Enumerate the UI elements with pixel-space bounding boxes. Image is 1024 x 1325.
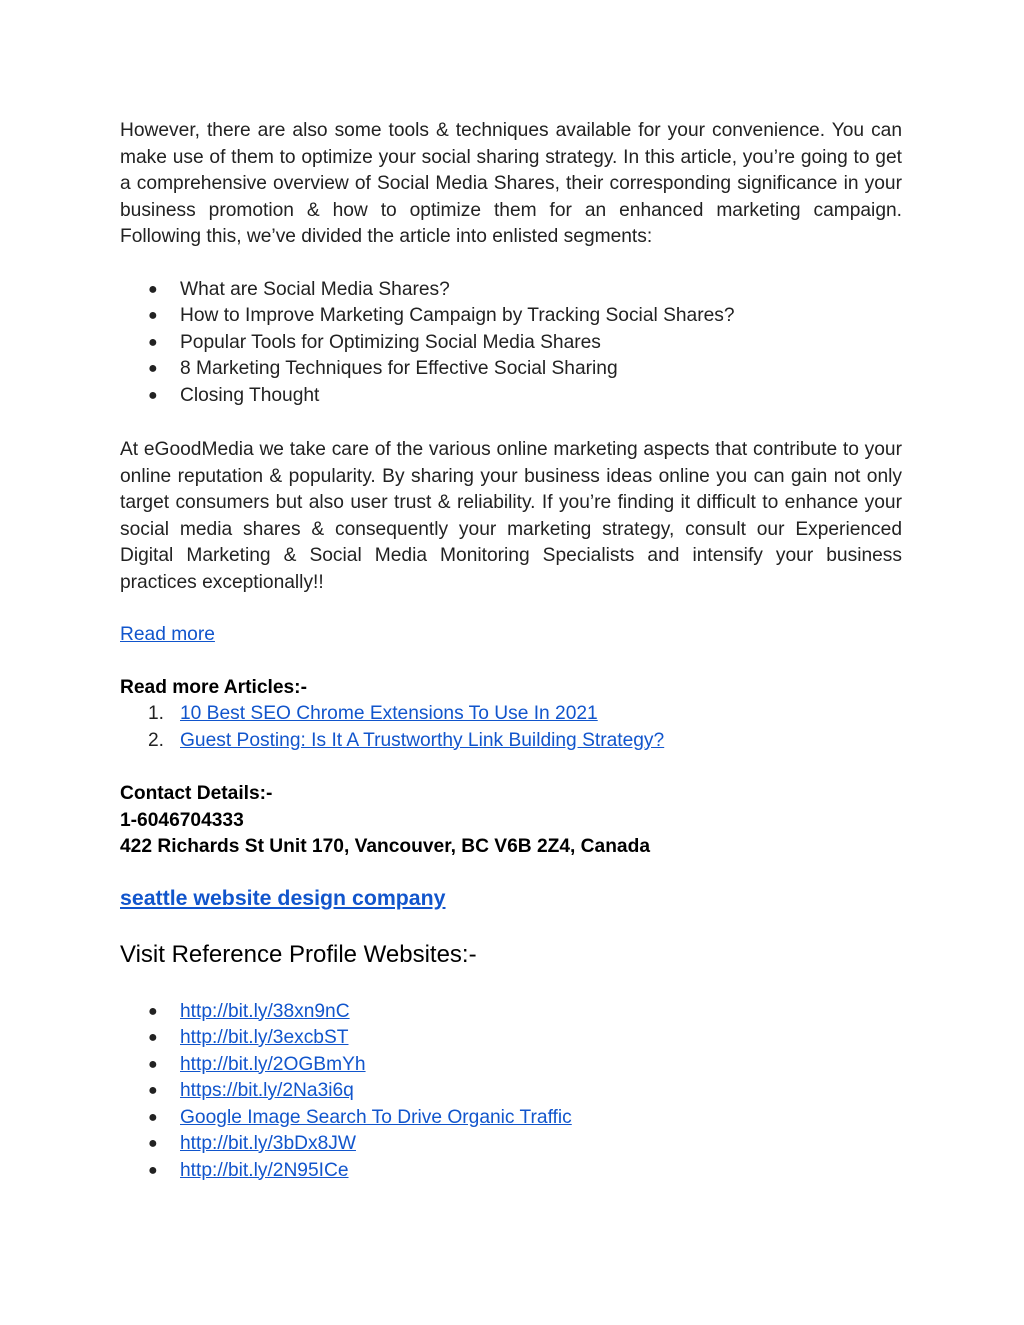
list-item (120, 999, 902, 1026)
articles-heading: Read more Articles:- (120, 676, 307, 698)
reference-link[interactable]: http://bit.ly/2N95ICe (180, 1159, 349, 1181)
list-item (120, 1025, 902, 1052)
reference-link[interactable]: http://bit.ly/3excbST (180, 1027, 349, 1048)
reference-link[interactable]: http://bit.ly/2OGBmYh (180, 1053, 366, 1075)
bullet-icon: ● (148, 1161, 158, 1179)
reference-link[interactable]: https://bit.ly/2Na3i6q (180, 1080, 354, 1101)
list-number: 2. (148, 729, 165, 751)
list-item (120, 1131, 902, 1158)
segments-list (120, 277, 902, 410)
list-item: ● 8 Marketing Techniques for Effective Social Sharing (120, 356, 902, 383)
contact-heading: Contact Details:- (120, 783, 273, 804)
company-paragraph: At eGoodMedia we take care of the various online marketing aspects that contribute to your online reputation & popularity. By sharing your business ideas online you can gain not only target consumers but also user trust & reliability. If you’re finding it difficult to enhance your social media shares & consequently your marketing strategy, consult our Experienced Digital Marketing & Social Media Monitoring Specialists and intensify your business practices exceptionally!! (120, 439, 902, 593)
list-item (120, 1105, 902, 1132)
list-item (120, 728, 902, 755)
bullet-icon: ● (148, 1135, 158, 1152)
article-link-guest-posting[interactable]: Guest Posting: Is It A Trustworthy Link Building Strategy? (180, 729, 665, 751)
bullet-icon: ● (148, 360, 158, 377)
article-link-seo-extensions[interactable]: 10 Best SEO Chrome Extensions To Use In 2021 (180, 703, 598, 724)
read-more-paragraph (120, 622, 902, 649)
list-item (120, 1078, 902, 1105)
bullet-icon: ● (148, 386, 158, 404)
bullet-icon: ● (148, 1002, 158, 1020)
contact-address: 422 Richards St Unit 170, Vancouver, BC V6B 2Z4, Canada (120, 836, 650, 857)
reference-heading: Visit Reference Profile Websites:- (120, 940, 477, 968)
list-number: 1. (148, 703, 165, 724)
reference-link[interactable]: http://bit.ly/38xn9nC (180, 1000, 350, 1022)
list-item (120, 1158, 902, 1185)
reference-link[interactable]: http://bit.ly/3bDx8JW (180, 1133, 356, 1154)
bullet-icon: ● (148, 1082, 158, 1099)
reference-link[interactable]: Google Image Search To Drive Organic Traffic (180, 1106, 572, 1128)
company-link-paragraph (120, 883, 902, 913)
read-more-link[interactable]: Read more (120, 624, 215, 645)
bullet-icon: ● (148, 1029, 158, 1046)
list-item: ● How to Improve Marketing Campaign by Tracking Social Shares? (120, 303, 902, 330)
document-page (120, 118, 902, 1184)
list-item: ● What are Social Media Shares? (120, 277, 902, 304)
intro-paragraph: However, there are also some tools & techniques available for your convenience. You can make use of them to optimize your social sharing strategy. In this article, you’re going to get a comprehensive overview of Social Media Shares, their corresponding significance in your business promotion & how to optimize them for an enhanced marketing campaign. Following this, we’ve divided the article into enlisted segments: (120, 120, 902, 247)
articles-list (120, 701, 902, 754)
contact-phone: 1-6046704333 (120, 809, 244, 831)
bullet-icon: ● (148, 280, 158, 298)
seattle-website-design-link[interactable]: seattle website design company (120, 885, 446, 910)
list-item (120, 701, 902, 728)
list-item (120, 1052, 902, 1079)
list-item: ● Closing Thought (120, 383, 902, 410)
bullet-icon: ● (148, 307, 158, 324)
bullet-icon: ● (148, 1055, 158, 1073)
bullet-icon: ● (148, 1108, 158, 1126)
list-item: ● Popular Tools for Optimizing Social Media Shares (120, 330, 902, 357)
bullet-icon: ● (148, 333, 158, 351)
reference-links-list (120, 999, 902, 1185)
